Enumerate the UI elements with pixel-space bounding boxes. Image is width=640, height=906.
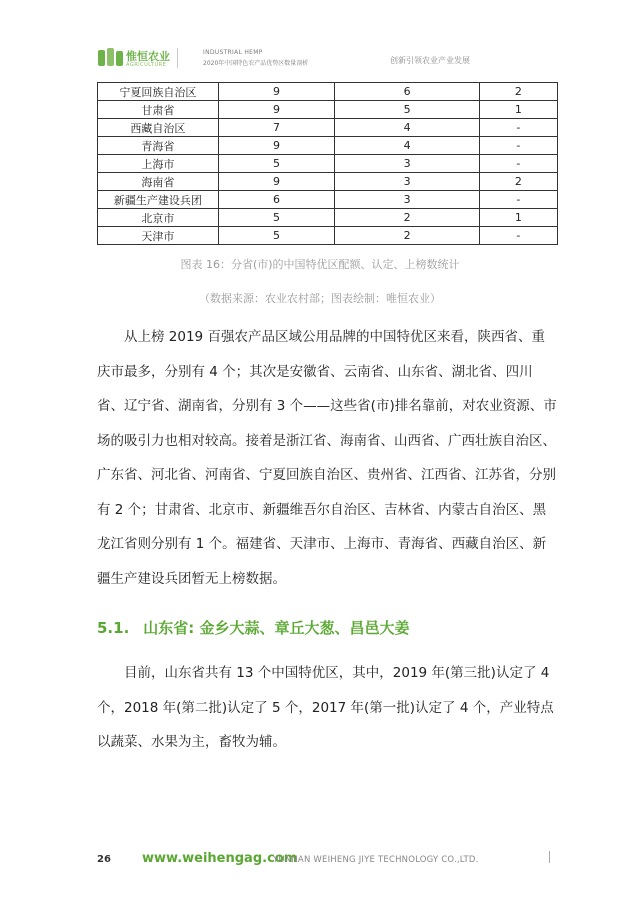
table-cell: 西藏自治区: [98, 119, 219, 137]
body-paragraph-1: 从上榜 2019 百强农产品区域公用品牌的中国特优区来看，陕西省、重庆市最多，分别有 4 个；其次是安徽省、云南省、山东省、湖北省、四川省、辽宁省、湖南省，分别有 3 个——这些省(市)排名靠前，对农业资源、市场的吸引力也相对较高。接着是浙江省、海南省、山西省、广西壮族自治区、广东省、河北省、河南省、宁夏回族自治区、贵州省、江西省、江苏省，分别有 2 个；甘肃省、北京市、新疆维吾尔自治区、吉林省、内蒙古自治区、黑龙江省则分别有 1 个。福建省、天津市、上海市、青海省、西藏自治区、新疆生产建设兵团暂无上榜数据。: [97, 329, 557, 587]
table-cell: 1: [479, 101, 557, 119]
table-row: [98, 191, 558, 209]
section-heading: [97, 617, 410, 638]
table-cell: 4: [335, 119, 479, 137]
table-cell: 1: [479, 209, 557, 227]
header-title-en: INDUSTRIAL HEMP: [203, 49, 263, 56]
table-cell: 2: [479, 83, 557, 101]
leaf-logo-icon: [97, 47, 125, 69]
table-cell: 5: [335, 101, 479, 119]
table-cell: 9: [218, 101, 335, 119]
footer-divider: [549, 851, 550, 863]
table-cell: -: [479, 119, 557, 137]
table-cell: 海南省: [98, 173, 219, 191]
table-cell: -: [479, 191, 557, 209]
page-header: [0, 0, 640, 80]
header-title-cn: 2020年中国特色农产品优势区数量剖析: [203, 60, 309, 67]
table-row: [98, 155, 558, 173]
table-source: （数据来源：农业农村部；图表绘制：唯恒农业）: [199, 292, 441, 305]
table-row: [98, 173, 558, 191]
table-cell: 甘肃省: [98, 101, 219, 119]
table-cell: 2: [335, 227, 479, 245]
table-cell: 宁夏回族自治区: [98, 83, 219, 101]
table-row: [98, 209, 558, 227]
table-cell: -: [479, 137, 557, 155]
table-cell: 新疆生产建设兵团: [98, 191, 219, 209]
page-number: 26: [97, 854, 111, 865]
table-cell: 3: [335, 191, 479, 209]
table-cell: 天津市: [98, 227, 219, 245]
table-cell: 5: [218, 209, 335, 227]
website-link: www.weihengag.com: [142, 851, 298, 866]
table-row: [98, 101, 558, 119]
table-cell: 上海市: [98, 155, 219, 173]
statistics-table: [97, 82, 558, 245]
section-number: 5.1.: [97, 619, 130, 637]
table-cell: 7: [218, 119, 335, 137]
body-paragraph-2: 目前，山东省共有 13 个中国特优区，其中，2019 年(第三批)认定了 4 个，2018 年(第二批)认定了 5 个，2017 年(第一批)认定了 4 个，产业特点以蔬菜、水果为主，畜牧为辅。: [97, 665, 554, 750]
table-row: [98, 119, 558, 137]
table-cell: 2: [335, 209, 479, 227]
company-name: YUNNAN WEIHENG JIYE TECHNOLOGY CO.,LTD.: [273, 855, 479, 865]
table-cell: 6: [218, 191, 335, 209]
table-cell: -: [479, 227, 557, 245]
table-cell: 3: [335, 155, 479, 173]
table-row: [98, 227, 558, 245]
table-cell: 6: [335, 83, 479, 101]
section-title: 山东省: 金乡大蒜、章丘大葱、昌邑大姜: [143, 619, 410, 637]
table-cell: 北京市: [98, 209, 219, 227]
table-cell: -: [479, 155, 557, 173]
table-cell: 9: [218, 83, 335, 101]
table-cell: 5: [218, 227, 335, 245]
table-cell: 3: [335, 173, 479, 191]
header-slogan: 创新引领农业产业发展: [390, 56, 470, 65]
logo-text: 惟恒农业: [126, 50, 170, 63]
header-divider: [177, 48, 178, 68]
table-row: [98, 83, 558, 101]
table-cell: 4: [335, 137, 479, 155]
table-body: [98, 83, 558, 245]
table-cell: 2: [479, 173, 557, 191]
table-row: [98, 137, 558, 155]
table-cell: 9: [218, 137, 335, 155]
logo-subtext: AGRICULTURE: [126, 62, 167, 68]
table-cell: 青海省: [98, 137, 219, 155]
table-cell: 5: [218, 155, 335, 173]
table-caption: 图表 16：分省(市)的中国特优区配额、认定、上榜数统计: [180, 258, 460, 271]
table-cell: 9: [218, 173, 335, 191]
